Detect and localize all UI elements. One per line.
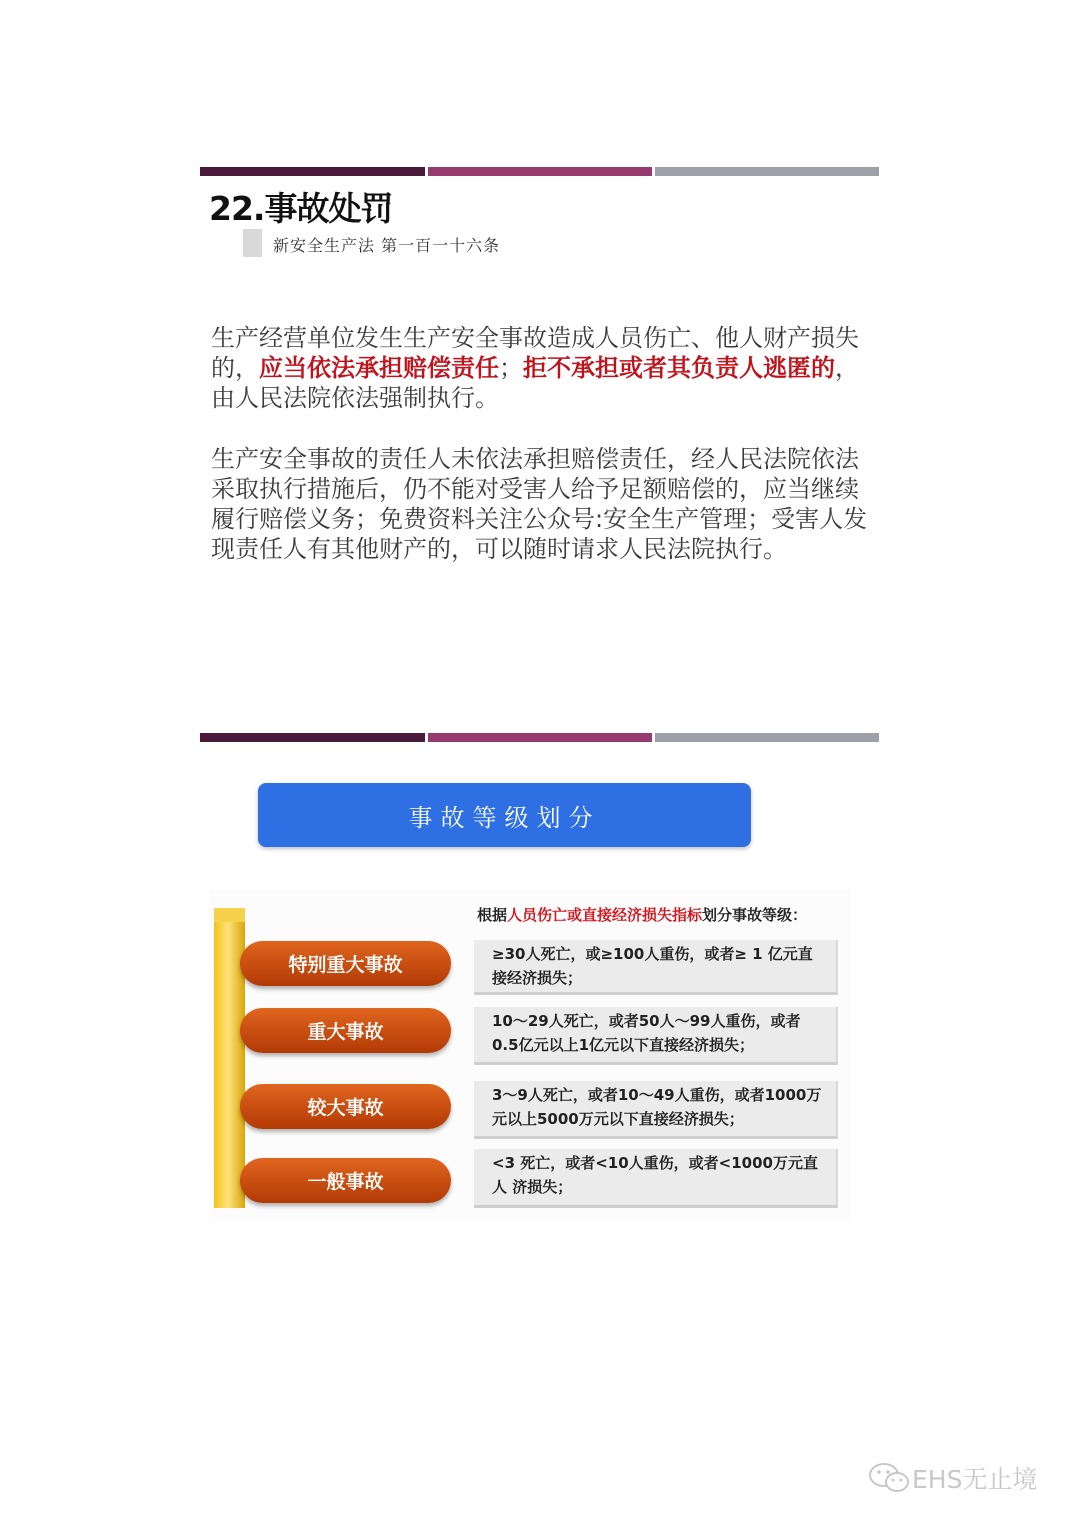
level-desc-larger: 3～9人死亡，或者10～49人重伤，或者1000万元以上5000万元以下直接经济损失；	[474, 1081, 838, 1139]
criteria-highlight: 人员伤亡或直接经济损失指标	[507, 906, 703, 924]
divider-bar-purple-2	[428, 733, 652, 742]
level-pill-larger: 较大事故	[240, 1084, 451, 1129]
yellow-bar-cap	[214, 908, 245, 922]
divider-bar-dark-2	[200, 733, 425, 742]
divider-bar-gray-2	[655, 733, 879, 742]
divider-bar-dark	[200, 167, 425, 176]
yellow-vertical-bar	[214, 908, 245, 1208]
level-desc-especially-major: ≥30人死亡，或≥100人重伤，或者≥ 1 亿元直接经济损失；	[474, 940, 838, 995]
law-reference: 新安全生产法 第一百一十六条	[273, 236, 501, 255]
paragraph-1	[211, 323, 876, 413]
watermark	[868, 1460, 1037, 1496]
level-desc-major: 10～29人死亡，或者50人～99人重伤，或者0.5亿元以上1亿元以下直接经济损失；	[474, 1007, 838, 1065]
criteria-text	[477, 904, 807, 925]
para1-red-b: 拒不承担或者其负责人逃匿的	[523, 354, 835, 382]
level-desc-general: <3 死亡，或者<10人重伤，或者<1000万元直人 济损失；	[474, 1149, 838, 1208]
watermark-text: EHS无止境	[912, 1465, 1038, 1494]
accident-level-header: 事故等级划分	[258, 783, 751, 847]
criteria-suffix: 划分事故等级：	[702, 906, 808, 924]
divider-bar-gray	[655, 167, 879, 176]
wechat-icon	[868, 1461, 912, 1495]
level-pill-major: 重大事故	[240, 1008, 451, 1053]
para1-text-c: ，由人民法院依法强制执行。	[211, 354, 859, 412]
level-pill-especially-major: 特别重大事故	[240, 941, 451, 986]
criteria-prefix: 根据	[477, 906, 508, 924]
level-pill-general: 一般事故	[240, 1158, 451, 1203]
page-title: 22.事故处罚	[209, 189, 393, 228]
divider-bar-purple	[428, 167, 652, 176]
para1-text-a: 生产经营单位发生生产安全事故造成人员伤亡、他人财产损失的，	[211, 324, 859, 382]
para1-text-b: ；	[499, 354, 523, 382]
subtitle-marker	[243, 229, 262, 257]
paragraph-2: 生产安全事故的责任人未依法承担赔偿责任，经人民法院依法采取执行措施后，仍不能对受害人给予足额赔偿的，应当继续履行赔偿义务；免费资料关注公众号:安全生产管理；受害人发现责任人有其他财产的，可以随时请求人民法院执行。	[211, 445, 868, 563]
para1-red-a: 应当依法承担赔偿责任	[259, 354, 499, 382]
